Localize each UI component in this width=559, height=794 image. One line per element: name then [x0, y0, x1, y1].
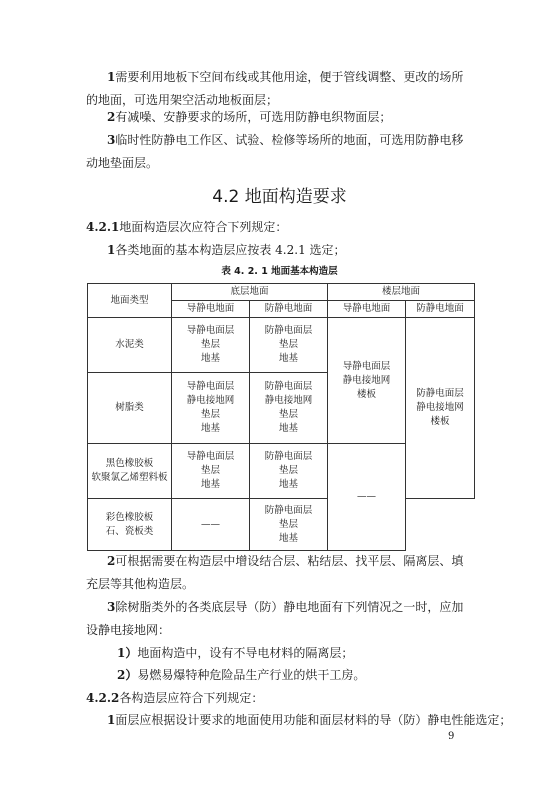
table-row	[88, 499, 475, 551]
item-4-2-2-1	[86, 709, 512, 732]
layer-cell: 防静电面层 垫层 地基	[250, 444, 328, 499]
item-4-2-1-3	[86, 596, 474, 642]
item-text: 可根据需要在构造层中增设结合层、粘结层、找平层、隔离层、填充层等其他构造层。	[86, 554, 464, 591]
header-upper-floor: 楼层地面	[328, 284, 475, 301]
item-text: 各类地面的基本构造层应按表 4.2.1 选定；	[115, 243, 346, 257]
sub-item-number: 2）	[117, 668, 138, 682]
type-cell: 彩色橡胶板 石、瓷板类	[88, 499, 172, 551]
layer-cell: 防静电面层 垫层 地基	[250, 318, 328, 373]
item-number: 1	[107, 243, 116, 257]
layer-cell: 导静电面层 静电接地网 垫层 地基	[172, 373, 250, 444]
type-cell: 水泥类	[88, 318, 172, 373]
clause-number: 4.2.2	[86, 691, 120, 705]
clause-4-2-1	[86, 216, 474, 239]
floor-antistatic-cell: 防静电面层 静电接地网 楼板	[406, 318, 475, 499]
type-cell: 树脂类	[88, 373, 172, 444]
paragraph-3	[86, 129, 474, 175]
sub-item-2	[86, 664, 474, 687]
subheader-cell: 导静电地面	[172, 301, 250, 318]
sub-item-text: 地面构造中，设有不导电材料的隔离层；	[137, 646, 354, 660]
header-bottom-floor: 底层地面	[172, 284, 328, 301]
page-number: 9	[448, 731, 455, 742]
layer-cell: 导静电面层 垫层 地基	[172, 444, 250, 499]
item-number: 3	[107, 600, 116, 614]
layer-cell: 导静电面层 垫层 地基	[172, 318, 250, 373]
table-row	[88, 318, 475, 373]
item-number: 1	[107, 70, 116, 84]
layer-cell: 防静电面层 静电接地网 垫层 地基	[250, 373, 328, 444]
sub-item-number: 1）	[117, 646, 138, 660]
subheader-cell: 导静电地面	[328, 301, 406, 318]
header-ground-type: 地面类型	[88, 284, 172, 318]
item-number: 3	[107, 133, 116, 147]
floor-conductive-empty-cell: ——	[328, 444, 406, 551]
item-number: 1	[107, 713, 116, 727]
clause-number: 4.2.1	[86, 220, 120, 234]
layer-cell: 防静电面层 垫层 地基	[250, 499, 328, 551]
clause-4-2-2	[86, 687, 474, 710]
item-4-2-1-2	[86, 550, 474, 596]
item-number: 2	[107, 110, 116, 124]
sub-item-text: 易燃易爆特种危险品生产行业的烘干工房。	[137, 668, 366, 682]
sub-item-1	[86, 642, 474, 665]
item-text: 需要利用地板下空间布线或其他用途，便于管线调整、更改的场所的地面，可选用架空活动地板面层；	[86, 70, 464, 107]
construction-layers-table	[87, 283, 475, 551]
floor-conductive-cell: 导静电面层 静电接地网 楼板	[328, 318, 406, 444]
subheader-cell: 防静电地面	[250, 301, 328, 318]
clause-text: 各构造层应符合下列规定：	[119, 691, 264, 705]
paragraph-2	[86, 106, 474, 129]
item-text: 面层应根据设计要求的地面使用功能和面层材料的导（防）静电性能选定；	[115, 713, 512, 727]
subheader-cell: 防静电地面	[406, 301, 475, 318]
clause-text: 地面构造层次应符合下列规定：	[119, 220, 288, 234]
type-cell: 黑色橡胶板 软聚氯乙烯塑料板	[88, 444, 172, 499]
item-4-2-1-1	[86, 239, 474, 262]
layer-cell: ——	[172, 499, 250, 551]
item-text: 临时性防静电工作区、试验、检修等场所的地面，可选用防静电移动地垫面层。	[86, 133, 464, 170]
section-heading: 4.2 地面构造要求	[212, 187, 347, 207]
item-text: 有减噪、安静要求的场所，可选用防静电织物面层；	[115, 110, 392, 124]
table-caption: 表 4. 2. 1 地面基本构造层	[221, 266, 338, 277]
item-number: 2	[107, 554, 116, 568]
item-text: 除树脂类外的各类底层导（防）静电地面有下列情况之一时，应加设静电接地网：	[86, 600, 464, 637]
